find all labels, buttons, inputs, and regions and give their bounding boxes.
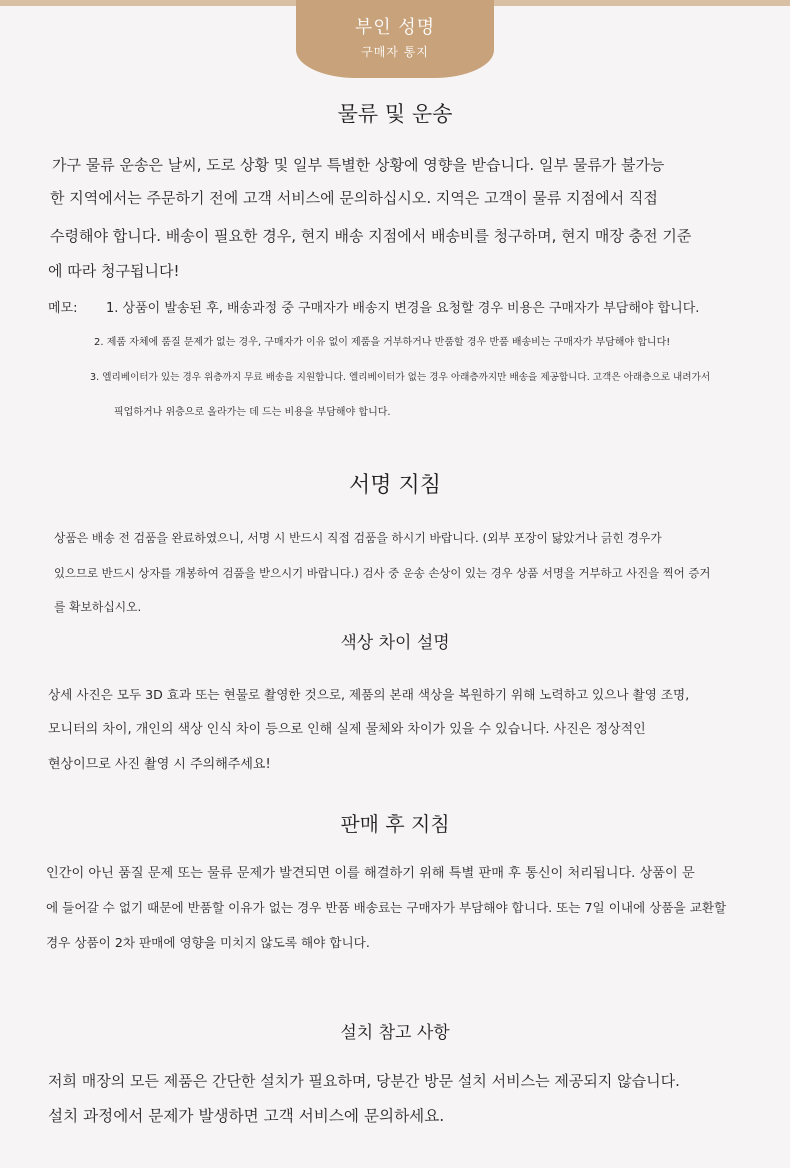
signature-line: 상품은 배송 전 검품을 완료하였으니, 서명 시 반드시 직접 검품을 하시기 바랍니다. (외부 포장이 닳았거나 긁힌 경우가 xyxy=(54,531,662,545)
memo-item: 2. 제품 자체에 품질 문제가 없는 경우, 구매자가 이유 없이 제품을 거부하거나 반품할 경우 반품 배송비는 구매자가 부담해야 합니다! xyxy=(94,337,671,348)
section-title-signature: 서명 지침 xyxy=(348,473,441,498)
logistics-line: 수령해야 합니다. 배송이 필요한 경우, 현지 배송 지점에서 배송비를 청구하며, 현지 매장 충전 기준 xyxy=(50,227,692,245)
memo-label: 메모: xyxy=(48,301,78,316)
section-title-logistics: 물류 및 운송 xyxy=(337,102,453,126)
logistics-line: 한 지역에서는 주문하기 전에 고객 서비스에 문의하십시오. 지역은 고객이 물류 지점에서 직접 xyxy=(50,189,658,207)
install-line: 저희 매장의 모든 제품은 간단한 설치가 필요하며, 당분간 방문 설치 서비스는 제공되지 않습니다. xyxy=(48,1072,680,1090)
logistics-line: 가구 물류 운송은 날씨, 도로 상황 및 일부 특별한 상황에 영향을 받습니다. 일부 물류가 불가능 xyxy=(52,156,665,174)
header-title: 부인 성명 xyxy=(354,17,436,38)
color-line: 모니터의 차이, 개인의 색상 인식 차이 등으로 인해 실제 물체와 차이가 있을 수 있습니다. 사진은 정상적인 xyxy=(48,722,646,737)
aftersales-line: 에 들어갈 수 없기 때문에 반품할 이유가 없는 경우 반품 배송료는 구매자가 부담해야 합니다. 또는 7일 이내에 상품을 교환할 xyxy=(46,900,727,915)
signature-line: 를 확보하십시오. xyxy=(54,600,142,614)
aftersales-line: 인간이 아닌 품질 문제 또는 물류 문제가 발견되면 이를 해결하기 위해 특별 판매 후 통신이 처리됩니다. 상품이 문 xyxy=(46,866,695,881)
section-title-aftersales: 판매 후 지침 xyxy=(340,812,450,836)
color-line: 상세 사진은 모두 3D 효과 또는 현물로 촬영한 것으로, 제품의 본래 색상을 복원하기 위해 노력하고 있으나 촬영 조명, xyxy=(48,687,690,702)
section-title-install: 설치 참고 사항 xyxy=(340,1023,450,1043)
aftersales-line: 경우 상품이 2차 판매에 영향을 미치지 않도록 해야 합니다. xyxy=(46,935,370,950)
logistics-line: 에 따라 청구됩니다! xyxy=(48,262,180,280)
color-line: 현상이므로 사진 촬영 시 주의해주세요! xyxy=(48,757,271,772)
memo-item: 1. 상품이 발송된 후, 배송과정 중 구매자가 배송지 변경을 요청할 경우 비용은 구매자가 부담해야 합니다. xyxy=(106,301,700,316)
memo-item: 픽업하거나 위층으로 올라가는 데 드는 비용을 부담해야 합니다. xyxy=(114,407,391,418)
signature-line: 있으므로 반드시 상자를 개봉하여 검품을 받으시기 바랍니다.) 검사 중 운송 손상이 있는 경우 상품 서명을 거부하고 사진을 찍어 증거 xyxy=(54,566,711,580)
install-line: 설치 과정에서 문제가 발생하면 고객 서비스에 문의하세요. xyxy=(48,1107,445,1125)
memo-item: 3. 엘리베이터가 있는 경우 위층까지 무료 배송을 지원합니다. 엘리베이터가 없는 경우 아래층까지만 배송을 제공합니다. 고객은 아래층으로 내려가서 xyxy=(90,372,711,383)
section-title-color: 색상 차이 설명 xyxy=(340,633,450,653)
header-subtitle: 구매자 통지 xyxy=(361,45,429,59)
header-tab xyxy=(296,0,494,78)
